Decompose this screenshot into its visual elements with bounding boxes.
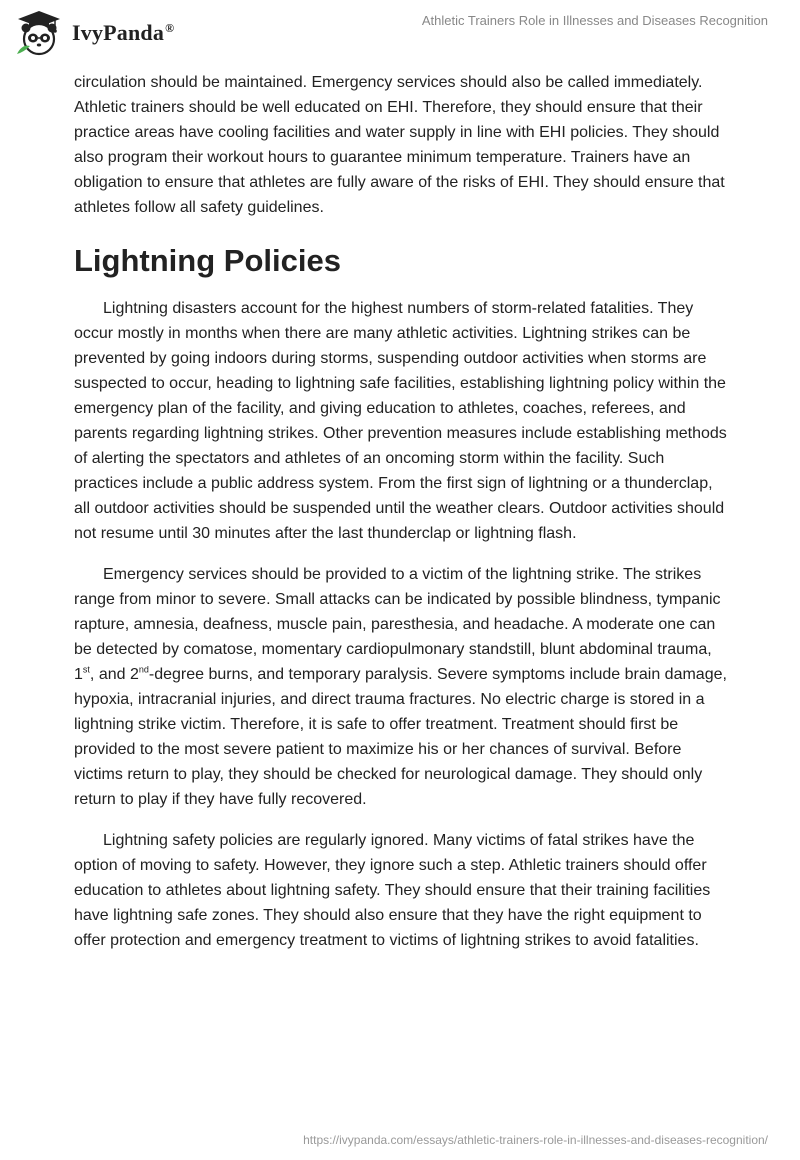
paragraph-emergency-services: Emergency services should be provided to a victim of the lightning strike. The strikes range from minor to severe. Small attacks can be indicated by possible blindness, tympanic rapture, amnesia, deafness, muscle pain, paresthesia, and headache. A moderate one can be detected by comatose, momentary cardiopulmonary standstill, blunt abdominal trauma, 1st, and 2nd-degree burns, and temporary paralysis. Severe symptoms include brain damage, hypoxia, intracranial injuries, and direct trauma fractures. No electric charge is stored in a lightning strike victim. Therefore, it is safe to offer treatment. Treatment should first be provided to the most severe patient to maximize his or her chances of survival. Before victims return to play, they should be checked for neurological damage. They should only return to play if they have fully recovered. [74, 566, 727, 808]
section-heading: Lightning Policies [74, 243, 341, 278]
essay-body [74, 70, 730, 969]
paragraph-safety-policies: Lightning safety policies are regularly ignored. Many victims of fatal strikes have the option of moving to safety. However, they ignore such a step. Athletic trainers should offer education to athletes about lightning safety. They should ensure that their training facilities have lightning safe zones. They should also ensure that they have the right equipment to offer protection and emergency treatment to victims of lightning strikes to avoid fatalities. [74, 832, 711, 949]
ivypanda-logo[interactable] [14, 8, 174, 58]
paragraph-lightning-prevention: Lightning disasters account for the highest numbers of storm-related fatalities. They occur mostly in months when there are many athletic activities. Lightning strikes can be prevented by going indoors during storms, suspending outdoor activities when storms are suspected to occur, heading to lightning safe facilities, establishing lightning policy within the emergency plan of the facility, and giving education to athletes, coaches, referees, and parents regarding lightning strikes. Other prevention measures include establishing methods of alerting the spectators and athletes of an oncoming storm within the facility. Such practices include a public address system. From the first sign of lightning or a thunderclap, all outdoor activities should be suspended until the weather clears. Outdoor activities should not resume until 30 minutes after the last thunderclap or lightning flash. [74, 300, 727, 542]
document-title: Athletic Trainers Role in Illnesses and Diseases Recognition [421, 13, 768, 28]
logo-wordmark: IvyPanda® [72, 20, 175, 45]
panda-mascot-icon [14, 8, 64, 58]
page-header [0, 0, 800, 70]
source-url[interactable]: https://ivypanda.com/essays/athletic-trainers-role-in-illnesses-and-diseases-recognition/ [303, 1133, 768, 1147]
paragraph-continuation: circulation should be maintained. Emergency services should also be called immediately. Athletic trainers should be well educated on EHI. Therefore, they should ensure that their practice areas have cooling facilities and water supply in line with EHI policies. They should also program their workout hours to guarantee minimum temperature. Trainers have an obligation to ensure that athletes are fully aware of the risks of EHI. They should ensure that athletes follow all safety guidelines. [74, 74, 725, 216]
